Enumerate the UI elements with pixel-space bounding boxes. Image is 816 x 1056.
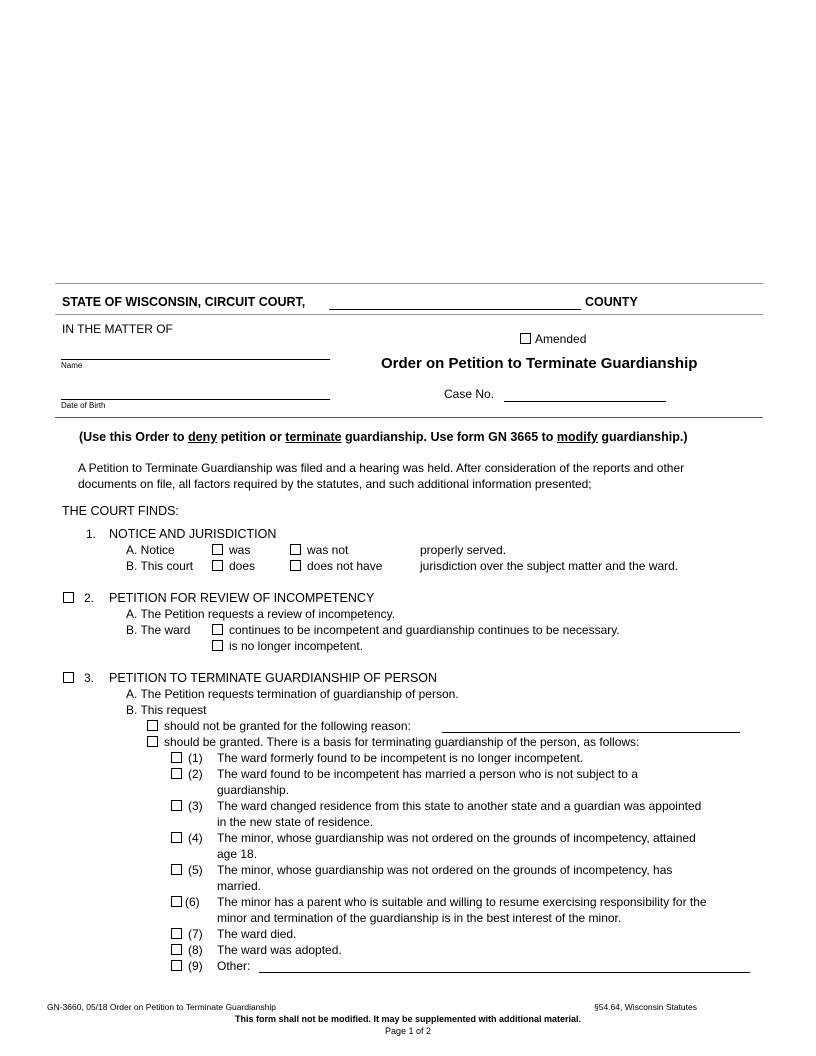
- s3-b: B. This request: [126, 703, 207, 717]
- item-8-checkbox[interactable]: [171, 944, 182, 955]
- s2-b-nolonger-checkbox[interactable]: [212, 640, 223, 651]
- s3-reason-field[interactable]: [442, 732, 740, 733]
- footer-page: Page 1 of 2: [384, 1026, 432, 1036]
- item-8-number: (8): [188, 943, 203, 957]
- matter-label: IN THE MATTER OF: [62, 322, 173, 336]
- item-5-checkbox[interactable]: [171, 864, 182, 875]
- instruction-mid2: guardianship. Use form GN 3665 to: [341, 430, 557, 444]
- s2-b-label: B. The ward: [126, 623, 191, 637]
- s1-b-doesnot-checkbox[interactable]: [290, 560, 301, 571]
- item-3-text-cont: in the new state of residence.: [217, 815, 374, 829]
- header-second-rule: [55, 314, 763, 315]
- dob-field[interactable]: [61, 399, 330, 400]
- intro-line-2: documents on file, all factors required by the statutes, and such additional information presented;: [78, 477, 592, 491]
- item-6-text: The minor has a parent who is suitable and willing to resume exercising responsibility for the: [217, 895, 707, 909]
- dob-label: Date of Birth: [61, 401, 106, 410]
- item-7-number: (7): [188, 927, 203, 941]
- s1-a-wasnot-checkbox[interactable]: [290, 544, 301, 555]
- item-9-checkbox[interactable]: [171, 960, 182, 971]
- item-5-number: (5): [188, 863, 203, 877]
- item-2-text: The ward found to be incompetent has married a person who is not subject to a: [217, 767, 638, 781]
- item-1-number: (1): [188, 751, 203, 765]
- footer-notice: This form shall not be modified. It may be supplemented with additional material.: [234, 1014, 582, 1024]
- header-bottom-rule: [55, 417, 763, 418]
- item-4-checkbox[interactable]: [171, 832, 182, 843]
- item-6-text-cont: minor and termination of the guardianship is in the best interest of the minor.: [217, 911, 622, 925]
- instruction-mid1: petition or: [217, 430, 286, 444]
- item-3-number: (3): [188, 799, 203, 813]
- instruction-line: [79, 430, 687, 444]
- item-3-checkbox[interactable]: [171, 800, 182, 811]
- instruction-end: guardianship.): [597, 430, 688, 444]
- section-3-title: PETITION TO TERMINATE GUARDIANSHIP OF PERSON: [109, 671, 438, 685]
- case-no-field[interactable]: [504, 401, 666, 402]
- item-2-text-cont: guardianship.: [217, 783, 290, 797]
- county-field[interactable]: [329, 309, 581, 310]
- item-5-text: The minor, whose guardianship was not ordered on the grounds of incompetency, has: [217, 863, 673, 877]
- county-label: COUNTY: [585, 295, 638, 309]
- item-3-text: The ward changed residence from this state to another state and a guardian was appointed: [217, 799, 702, 813]
- s1-a-was-checkbox[interactable]: [212, 544, 223, 555]
- section-3-number: 3.: [84, 671, 95, 685]
- form-title: Order on Petition to Terminate Guardianship: [381, 355, 698, 372]
- section-3-checkbox[interactable]: [63, 672, 74, 683]
- instruction-modify: modify: [556, 430, 598, 444]
- item-9-number: (9): [188, 959, 203, 973]
- section-1-number: 1.: [86, 527, 97, 541]
- item-8-text: The ward was adopted.: [217, 943, 342, 957]
- item-6-checkbox[interactable]: [171, 896, 182, 907]
- s3-granted-label: should be granted. There is a basis for terminating guardianship of the person, as follows:: [164, 735, 640, 749]
- s2-b-nolonger-label: is no longer incompetent.: [229, 639, 364, 653]
- s3-not-granted-checkbox[interactable]: [147, 720, 158, 731]
- court-heading: STATE OF WISCONSIN, CIRCUIT COURT,: [62, 295, 306, 309]
- s1-b-does-label: does: [229, 559, 256, 573]
- item-4-text: The minor, whose guardianship was not ordered on the grounds of incompetency, attained: [217, 831, 696, 845]
- item-2-checkbox[interactable]: [171, 768, 182, 779]
- s2-b-continues-label: continues to be incompetent and guardianship continues to be necessary.: [229, 623, 620, 637]
- footer-form-id: GN-3660, 05/18 Order on Petition to Terminate Guardianship: [47, 1002, 277, 1012]
- item-4-number: (4): [188, 831, 203, 845]
- section-2-number: 2.: [84, 591, 95, 605]
- court-finds-heading: THE COURT FINDS:: [62, 504, 179, 518]
- footer-statute: §54.64, Wisconsin Statutes: [594, 1002, 698, 1012]
- amended-checkbox[interactable]: [520, 333, 531, 344]
- s1-a-wasnot-label: was not: [307, 543, 349, 557]
- name-field[interactable]: [61, 359, 330, 360]
- intro-line-1: A Petition to Terminate Guardianship was filed and a hearing was held. After consideration of the reports and other: [78, 461, 685, 475]
- s3-not-granted-label: should not be granted for the following reason:: [164, 719, 411, 733]
- section-2-checkbox[interactable]: [63, 592, 74, 603]
- item-2-number: (2): [188, 767, 203, 781]
- header-top-rule: [55, 283, 763, 284]
- item-1-checkbox[interactable]: [171, 752, 182, 763]
- item-7-checkbox[interactable]: [171, 928, 182, 939]
- name-label: Name: [61, 361, 83, 370]
- case-no-label: Case No.: [444, 387, 495, 401]
- other-reason-field[interactable]: [259, 972, 750, 973]
- s1-b-tail: jurisdiction over the subject matter and the ward.: [420, 559, 679, 573]
- s1-a-was-label: was: [229, 543, 251, 557]
- item-1-text: The ward formerly found to be incompetent is no longer incompetent.: [217, 751, 584, 765]
- item-4-text-cont: age 18.: [217, 847, 258, 861]
- s1-a-label: A. Notice: [126, 543, 175, 557]
- item-6-number: (6): [185, 895, 200, 909]
- instruction-terminate: terminate: [285, 430, 342, 444]
- s1-b-doesnot-label: does not have: [307, 559, 383, 573]
- s2-b-continues-checkbox[interactable]: [212, 624, 223, 635]
- instruction-deny: deny: [188, 430, 218, 444]
- s3-a: A. The Petition requests termination of guardianship of person.: [126, 687, 459, 701]
- item-7-text: The ward died.: [217, 927, 297, 941]
- s1-b-label: B. This court: [126, 559, 194, 573]
- item-5-text-cont: married.: [217, 879, 262, 893]
- s1-a-tail: properly served.: [420, 543, 507, 557]
- s1-b-does-checkbox[interactable]: [212, 560, 223, 571]
- section-1-title: NOTICE AND JURISDICTION: [109, 527, 277, 541]
- s3-granted-checkbox[interactable]: [147, 736, 158, 747]
- item-9-text: Other:: [217, 959, 251, 973]
- amended-label: Amended: [535, 332, 587, 346]
- section-2-title: PETITION FOR REVIEW OF INCOMPETENCY: [109, 591, 375, 605]
- instruction-open: (Use this Order to: [79, 430, 189, 444]
- s2-a: A. The Petition requests a review of incompetency.: [126, 607, 396, 621]
